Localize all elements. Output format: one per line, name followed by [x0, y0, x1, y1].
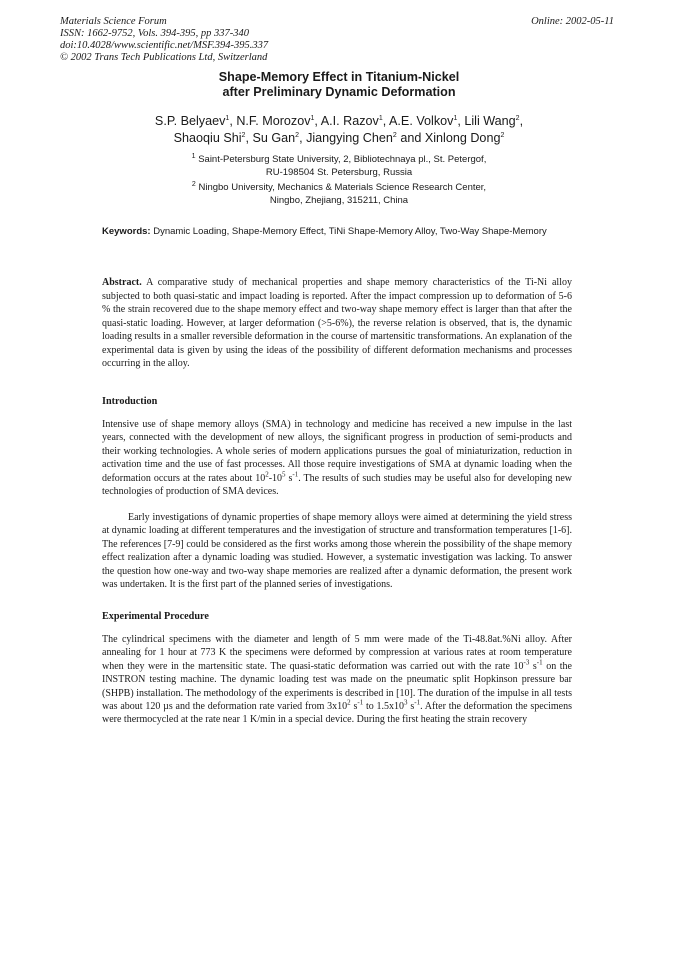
author: A.I. Razov	[320, 114, 379, 128]
author: Xinlong Dong	[424, 131, 501, 145]
author-line-1: S.P. Belyaev$^1$, N.F. Morozov$^1$, A.I. Razov$^1$, A.E. Volkov$^1$, Lili Wang$^2$,	[154, 114, 524, 128]
introduction-heading: Introduction	[102, 396, 158, 407]
keywords-text: Dynamic Loading, Shape-Memory Effect, TiNi Shape-Memory Alloy, Two-Way Shape-Memory	[153, 226, 547, 237]
introduction-paragraph-1: Intensive use of shape memory alloys (SMA) in technology and medicine has received a new impulse in the last years, connected with the development of new alloys, the significant progress in production of semi-products and their working technologies. A whole series of modern applications pursues the goal of miniaturization, reduction in activation time and the use of fast processes. All those require investigations of SMA at dynamic loading when the deformation occurs at the rates about $10^2-10^5$ $s^{-1}$. The results of such studies may be useful also for developing new technologies of production of SMA devices.	[102, 419, 572, 498]
doi-link[interactable]: doi:10.4028/www.scientific.net/MSF.394-395.337	[60, 40, 269, 51]
abstract-label: Abstract.	[102, 277, 142, 288]
abstract	[102, 276, 572, 371]
keywords-label: Keywords:	[102, 226, 151, 237]
author: S.P. Belyaev	[154, 114, 226, 128]
experimental-heading: Experimental Procedure	[102, 611, 209, 622]
author: N.F. Morozov	[236, 114, 311, 128]
affiliation-2: $^2$ Ningbo University, Mechanics & Materials Science Research Center, Ningbo, Zhejiang, 315211, China	[191, 181, 487, 206]
author: Shaoqiu Shi	[173, 131, 242, 145]
affiliations	[0, 154, 678, 210]
publication-header	[60, 16, 268, 64]
copyright-line: © 2002 Trans Tech Publications Ltd, Switzerland	[60, 52, 268, 63]
author-line-2: Shaoqiu Shi$^2$, Su Gan$^2$, Jiangying Chen$^2$ and Xinlong Dong$^2$	[173, 131, 505, 145]
affiliation-1: $^1$ Saint-Petersburg State University, 2, Bibliotechnaya pl., St. Petergof, RU-198504 St. Petersburg, Russia	[191, 152, 487, 178]
author: Su Gan	[252, 131, 296, 145]
paper-title	[0, 70, 678, 100]
keywords	[102, 226, 572, 239]
introduction-paragraph-2: Early investigations of dynamic properties of shape memory alloys were aimed at determining the yield stress at dynamic loading at different temperatures and the investigation of structure and transformation temperatures [1-6]. The references [7-9] could be considered as the first works among those wherein the possibility of the shape memory effect realization after a dynamic loading was studied. However, a systematic investigation was lacking. To answer the question how one-way and two-way shape memories are realized after a dynamic deformation, the present work was undertaken. It is the first part of the planned series of investigations.	[102, 512, 572, 591]
author: Jiangying Chen	[306, 131, 393, 145]
author: Lili Wang	[464, 114, 516, 128]
journal-name: Materials Science Forum	[60, 16, 167, 27]
abstract-text: A comparative study of mechanical properties and shape memory characteristics of the Ti-Ni alloy subjected to both quasi-static and impact loading is reported. After the impact compression up to deformation of 5-6 % the strain recovered due to the shape memory effect and two-way shape memory effect is larger than that after the quasi-static loading. However, at larger deformation (>5-6%), the reverse relation is observed, that is, the dynamic loading results in a smaller reversible deformation in the course of martensitic transformations. An explanation of the experimental data is given by using the ideas of the possibility of different deformation mechanisms and processes occurring in the alloy.	[102, 277, 572, 369]
experimental-paragraph-1: The cylindrical specimens with the diameter and length of 5 mm were made of the Ti-48.8at.%Ni alloy. After annealing for 1 hour at 773 K the specimens were deformed by compression at various rates at room temperature when they were in the martensitic state. The quasi-static deformation was carried out with the rate $10^{-3}$ $s^{-1}$ on the INSTRON testing machine. The dynamic loading test was made on the pneumatic split Hopkinson pressure bar (SHPB) installation. The methodology of the experiments is described in [10]. The duration of the impulse in all tests was about 120 µs and the deformation rate varied from $3x10^2$ $s^{-1}$ to $1.5x10^3$ $s^{-1}$. After the deformation the specimens were thermocycled at the rate near 1 K/min in a special device. During the first heating the strain recovery	[102, 634, 572, 726]
title-line-1: Shape-Memory Effect in Titanium-Nickel	[218, 70, 460, 84]
author: A.E. Volkov	[389, 114, 454, 128]
issn-line: ISSN: 1662-9752, Vols. 394-395, pp 337-340	[60, 28, 249, 39]
online-date: Online: 2002-05-11	[531, 16, 614, 27]
author-list	[0, 113, 678, 147]
title-line-2: after Preliminary Dynamic Deformation	[222, 85, 456, 99]
